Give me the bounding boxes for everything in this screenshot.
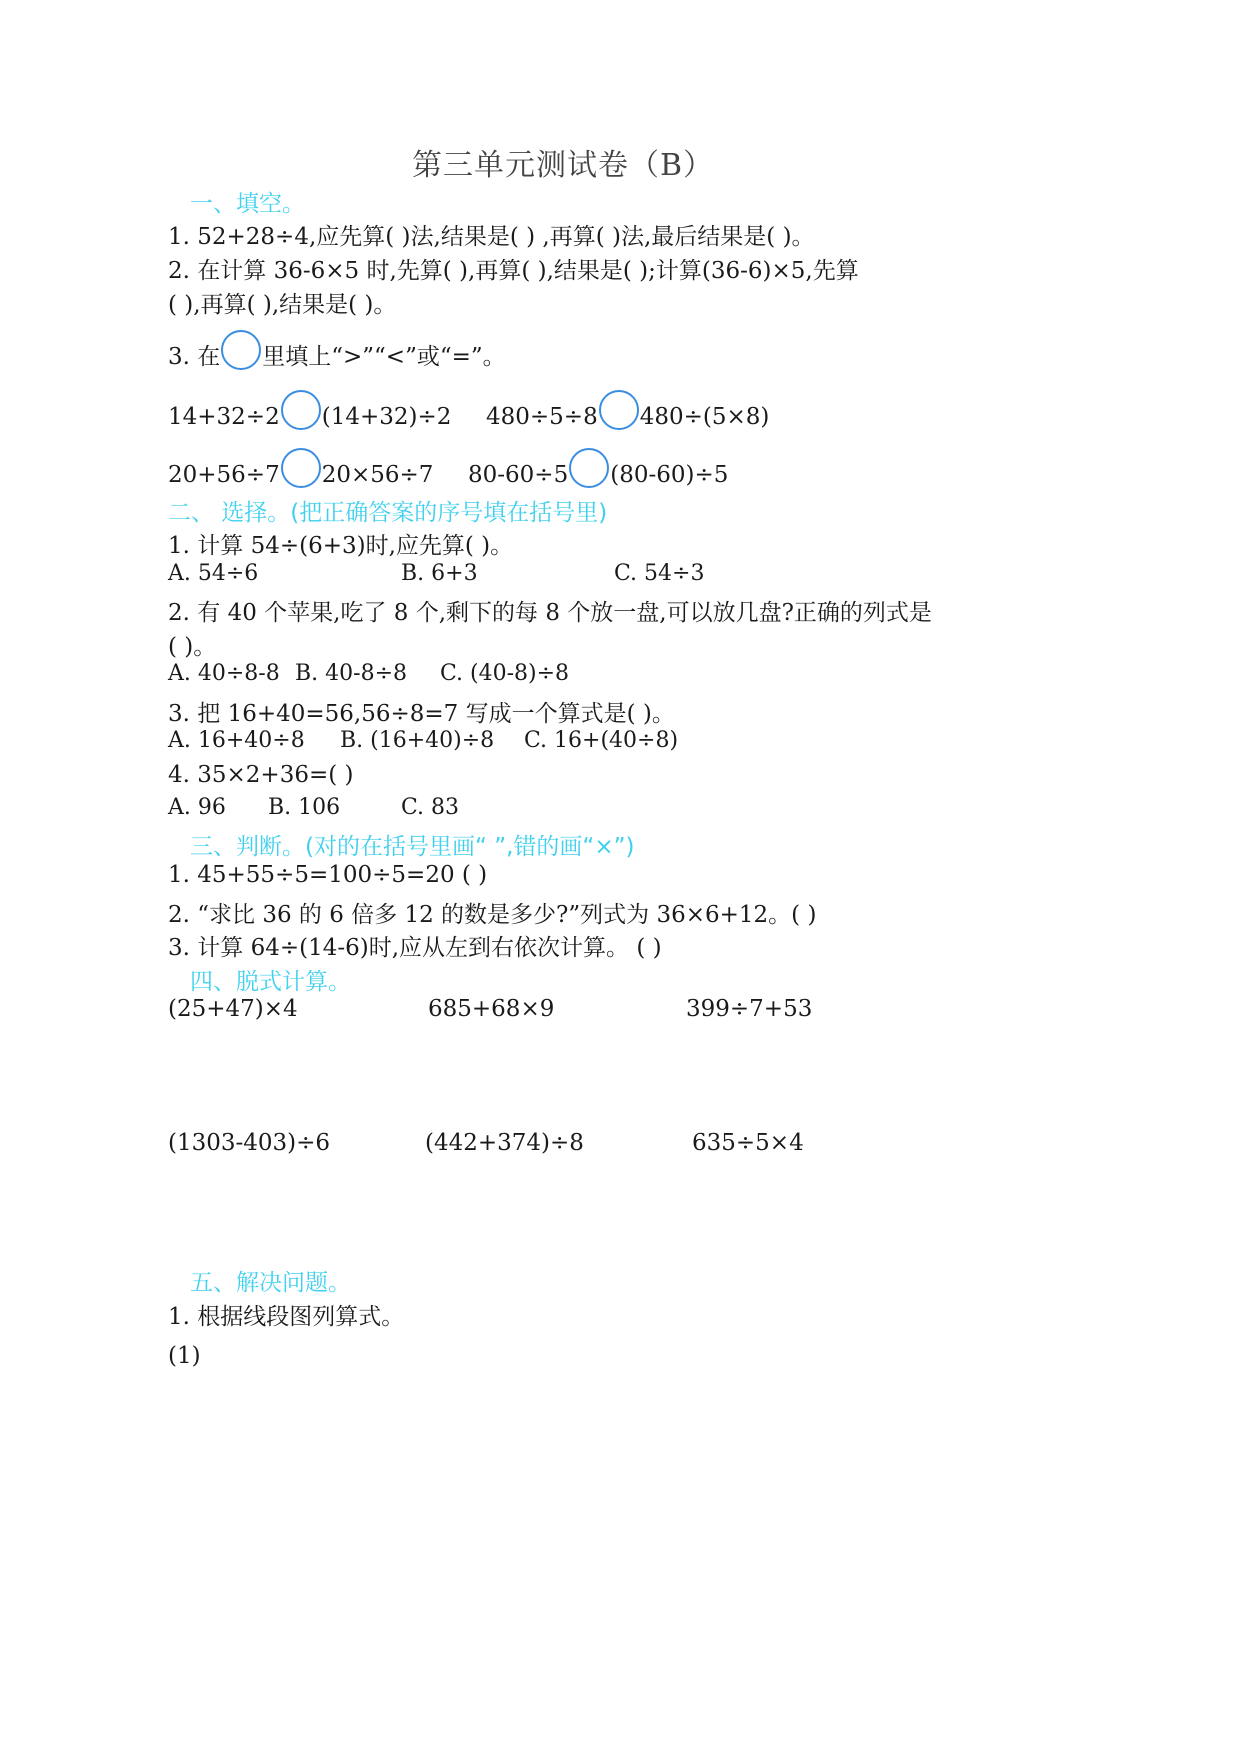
compare-item-1 — [168, 390, 451, 430]
s1-question-1: 1. 52+28÷4,应先算( )法,结果是( ) ,再算( )法,最后结果是( )。 — [168, 224, 815, 250]
calc-expression-3: 399÷7+53 — [686, 996, 813, 1022]
compare-3-right: 20×56÷7 — [321, 462, 434, 488]
s3-question-2: 2. “求比 36 的 6 倍多 12 的数是多少?”列式为 36×6+12。( ) — [168, 902, 817, 928]
section-heading-calculation: 四、脱式计算。 — [190, 969, 351, 995]
compare-item-2 — [486, 390, 769, 430]
section-heading-choice: 二、 选择。(把正确答案的序号填在括号里) — [168, 500, 608, 526]
s2-question-3: 3. 把 16+40=56,56÷8=7 写成一个算式是( )。 — [168, 701, 675, 727]
compare-item-3 — [168, 448, 433, 488]
compare-item-4 — [468, 448, 728, 488]
s1-question-2-line-b: ( ),再算( ),结果是( )。 — [168, 292, 397, 318]
s2-q1-option-a: A. 54÷6 — [168, 561, 259, 586]
compare-1-right: (14+32)÷2 — [321, 404, 452, 430]
s3-question-3: 3. 计算 64÷(14-6)时,应从左到右依次计算。 ( ) — [168, 935, 662, 961]
compare-circle-icon[interactable] — [599, 390, 639, 430]
s1-q3-suffix: 里填上“>”“<”或“=”。 — [262, 344, 506, 370]
s1-q3-prefix: 3. 在 — [168, 344, 221, 370]
compare-2-right: 480÷(5×8) — [639, 404, 770, 430]
s2-q4-option-c: C. 83 — [401, 795, 460, 820]
calc-expression-4: (1303-403)÷6 — [168, 1130, 331, 1156]
compare-circle-icon[interactable] — [281, 390, 321, 430]
compare-3-left: 20+56÷7 — [168, 462, 280, 488]
compare-circle-icon[interactable] — [569, 448, 609, 488]
compare-4-right: (80-60)÷5 — [610, 462, 729, 488]
section-heading-judge: 三、判断。(对的在括号里画“ ”,错的画“×”) — [190, 834, 635, 860]
s2-q3-option-c: C. 16+(40÷8) — [524, 728, 679, 753]
s2-q1-option-b: B. 6+3 — [401, 561, 478, 586]
section-heading-fill-blank: 一、填空。 — [190, 191, 305, 217]
calc-expression-1: (25+47)×4 — [168, 996, 298, 1022]
s1-question-2-line-a: 2. 在计算 36-6×5 时,先算( ),再算( ),结果是( );计算(36-6)×5,先算 — [168, 258, 859, 284]
calc-expression-6: 635÷5×4 — [692, 1130, 804, 1156]
compare-circle-icon — [221, 330, 261, 370]
compare-circle-icon[interactable] — [281, 448, 321, 488]
s2-question-1: 1. 计算 54÷(6+3)时,应先算( )。 — [168, 533, 514, 559]
s3-question-1: 1. 45+55÷5=100÷5=20 ( ) — [168, 862, 488, 888]
s2-q4-option-b: B. 106 — [268, 795, 341, 820]
s2-q3-option-b: B. (16+40)÷8 — [340, 728, 495, 753]
compare-4-left: 80-60÷5 — [468, 462, 569, 488]
s5-question-1: 1. 根据线段图列算式。 — [168, 1304, 405, 1330]
s2-q3-option-a: A. 16+40÷8 — [168, 728, 305, 753]
s2-question-2-line-a: 2. 有 40 个苹果,吃了 8 个,剩下的每 8 个放一盘,可以放几盘?正确的列式是 — [168, 600, 932, 626]
section-heading-problem-solving: 五、解决问题。 — [190, 1270, 351, 1296]
s2-q2-option-c: C. (40-8)÷8 — [440, 661, 570, 686]
compare-2-left: 480÷5÷8 — [486, 404, 598, 430]
s5-question-1-sub: (1) — [168, 1343, 201, 1369]
s2-q2-option-a: A. 40÷8-8 — [168, 661, 280, 686]
page-title: 第三单元测试卷（B） — [412, 148, 715, 183]
s2-question-4: 4. 35×2+36=( ) — [168, 762, 354, 788]
s2-q1-option-c: C. 54÷3 — [614, 561, 705, 586]
compare-1-left: 14+32÷2 — [168, 404, 280, 430]
calc-expression-2: 685+68×9 — [428, 996, 555, 1022]
s1-question-3 — [168, 330, 506, 371]
calc-expression-5: (442+374)÷8 — [425, 1130, 584, 1156]
s2-q4-option-a: A. 96 — [168, 795, 226, 820]
s2-q2-option-b: B. 40-8÷8 — [295, 661, 408, 686]
s2-question-2-line-b: ( )。 — [168, 634, 217, 660]
